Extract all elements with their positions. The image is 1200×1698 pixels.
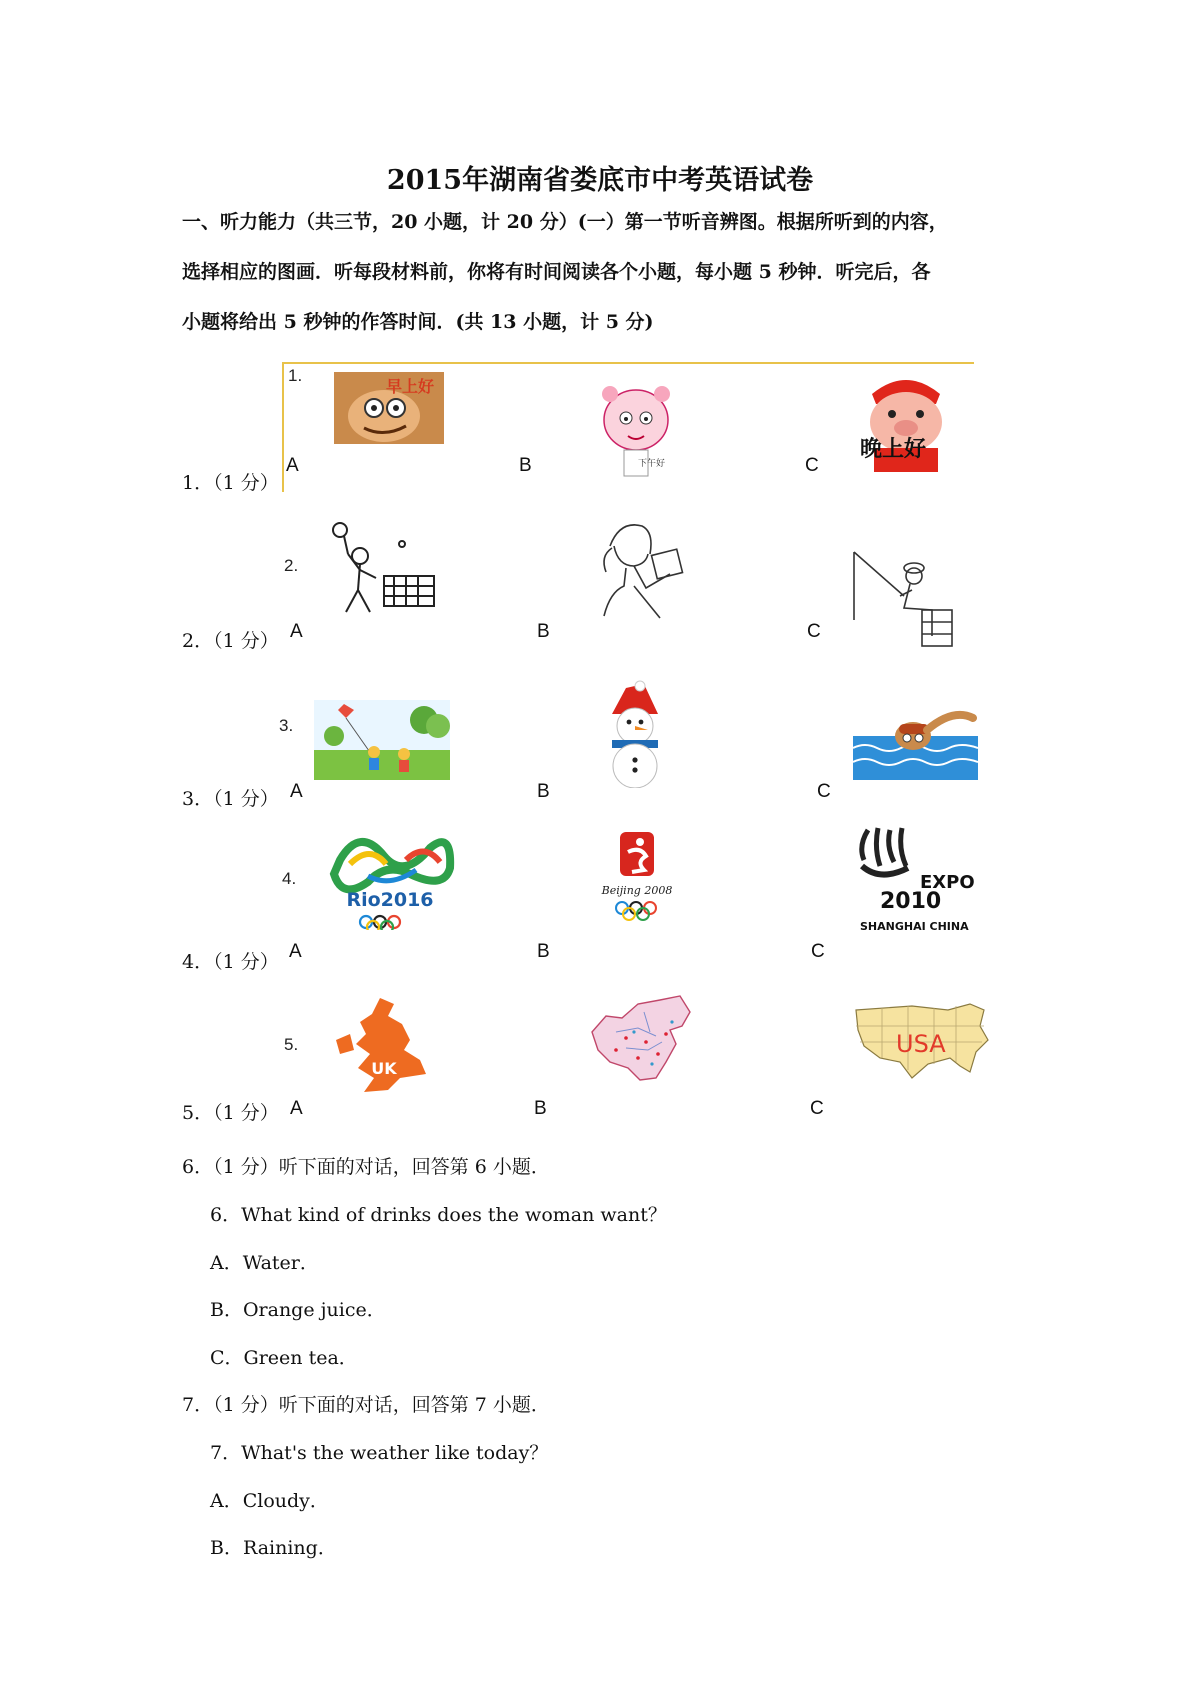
- shanghai-expo-2010-logo-image: [850, 826, 980, 934]
- image-5c-text: USA: [896, 1030, 946, 1058]
- question-7-text: 7．What's the weather like today？: [210, 1442, 549, 1464]
- page-title: 2015年湖南省娄底市中考英语试卷: [386, 165, 814, 196]
- question-5-number: 5.: [284, 1035, 299, 1054]
- snowman-winter-image: [590, 680, 680, 788]
- option-5a-letter: A: [290, 1098, 303, 1119]
- image-4c-text-2: 2010: [880, 889, 942, 914]
- question-6-text: 6．What kind of drinks does the woman want？: [210, 1204, 667, 1226]
- sheep-good-afternoon-image: [596, 380, 676, 480]
- question-4-label: 4．（1 分）: [182, 951, 279, 973]
- image-4c-text-3: SHANGHAI CHINA: [860, 920, 969, 933]
- monkey-good-morning-image: [334, 372, 444, 444]
- question-7-option-a: A．Cloudy．: [210, 1490, 329, 1512]
- option-1b-letter: B: [519, 455, 532, 476]
- question-3-number: 3.: [279, 716, 294, 735]
- option-2c-letter: C: [807, 621, 821, 642]
- girl-reading-image: [590, 516, 690, 626]
- china-map-image: [586, 992, 696, 1088]
- swimmer-image: [853, 700, 978, 780]
- kite-flying-spring-image: [314, 700, 450, 780]
- question-7-label: 7．（1 分）听下面的对话，回答第 7 小题．: [182, 1394, 550, 1416]
- question-6-option-a: A．Water．: [210, 1252, 319, 1274]
- question-7-option-b: B．Raining．: [210, 1537, 337, 1559]
- question-1-label: 1．（1 分）: [182, 472, 279, 494]
- rio-2016-logo-image: [320, 830, 460, 930]
- pig-good-evening-image: [856, 370, 956, 474]
- option-2a-letter: A: [290, 621, 303, 642]
- section-intro-line-2: 选择相应的图画．听每段材料前，你将有时间阅读各个小题，每小题 5 秒钟．听完后，各: [182, 261, 931, 283]
- image-1a-text: 早上好: [386, 377, 435, 396]
- question-4-number: 4.: [282, 869, 297, 888]
- image-4a-text: Rio2016: [346, 889, 434, 911]
- option-4b-letter: B: [537, 941, 550, 962]
- image-1b-text: 下午好: [638, 459, 666, 469]
- question-6-label: 6．（1 分）听下面的对话，回答第 6 小题．: [182, 1156, 550, 1178]
- question-2-number: 2.: [284, 556, 299, 575]
- image-4c-text-1: EXPO: [920, 872, 975, 893]
- usa-map-image: [852, 1000, 992, 1084]
- uk-map-image: [330, 994, 440, 1094]
- option-3a-letter: A: [290, 781, 303, 802]
- image-4b-text: Beijing 2008: [601, 884, 673, 897]
- question-6-option-b: B．Orange juice．: [210, 1299, 386, 1321]
- section-intro-line-1: 一、听力能力（共三节，20 小题，计 20 分）(一）第一节听音辨图。根据所听到的内容，: [182, 211, 948, 233]
- section-intro-line-3: 小题将给出 5 秒钟的作答时间．(共 13 小题，计 5 分): [182, 311, 654, 333]
- option-3c-letter: C: [817, 781, 831, 802]
- image-1c-text: 晚上好: [860, 437, 927, 462]
- question-6-option-c: C．Green tea．: [210, 1347, 358, 1369]
- option-2b-letter: B: [537, 621, 550, 642]
- option-4a-letter: A: [289, 941, 302, 962]
- option-5b-letter: B: [534, 1098, 547, 1119]
- option-3b-letter: B: [537, 781, 550, 802]
- image-5a-text: UK: [371, 1059, 397, 1078]
- option-1a-letter: A: [286, 455, 299, 476]
- badminton-player-image: [322, 520, 442, 620]
- beijing-2008-logo-image: [592, 828, 682, 938]
- boy-fishing-image: [850, 550, 960, 650]
- option-5c-letter: C: [810, 1098, 824, 1119]
- question-2-label: 2．（1 分）: [182, 630, 279, 652]
- option-1c-letter: C: [805, 455, 819, 476]
- question-5-label: 5．（1 分）: [182, 1102, 279, 1124]
- question-3-label: 3．（1 分）: [182, 788, 279, 810]
- question-1-number: 1.: [288, 366, 303, 385]
- option-4c-letter: C: [811, 941, 825, 962]
